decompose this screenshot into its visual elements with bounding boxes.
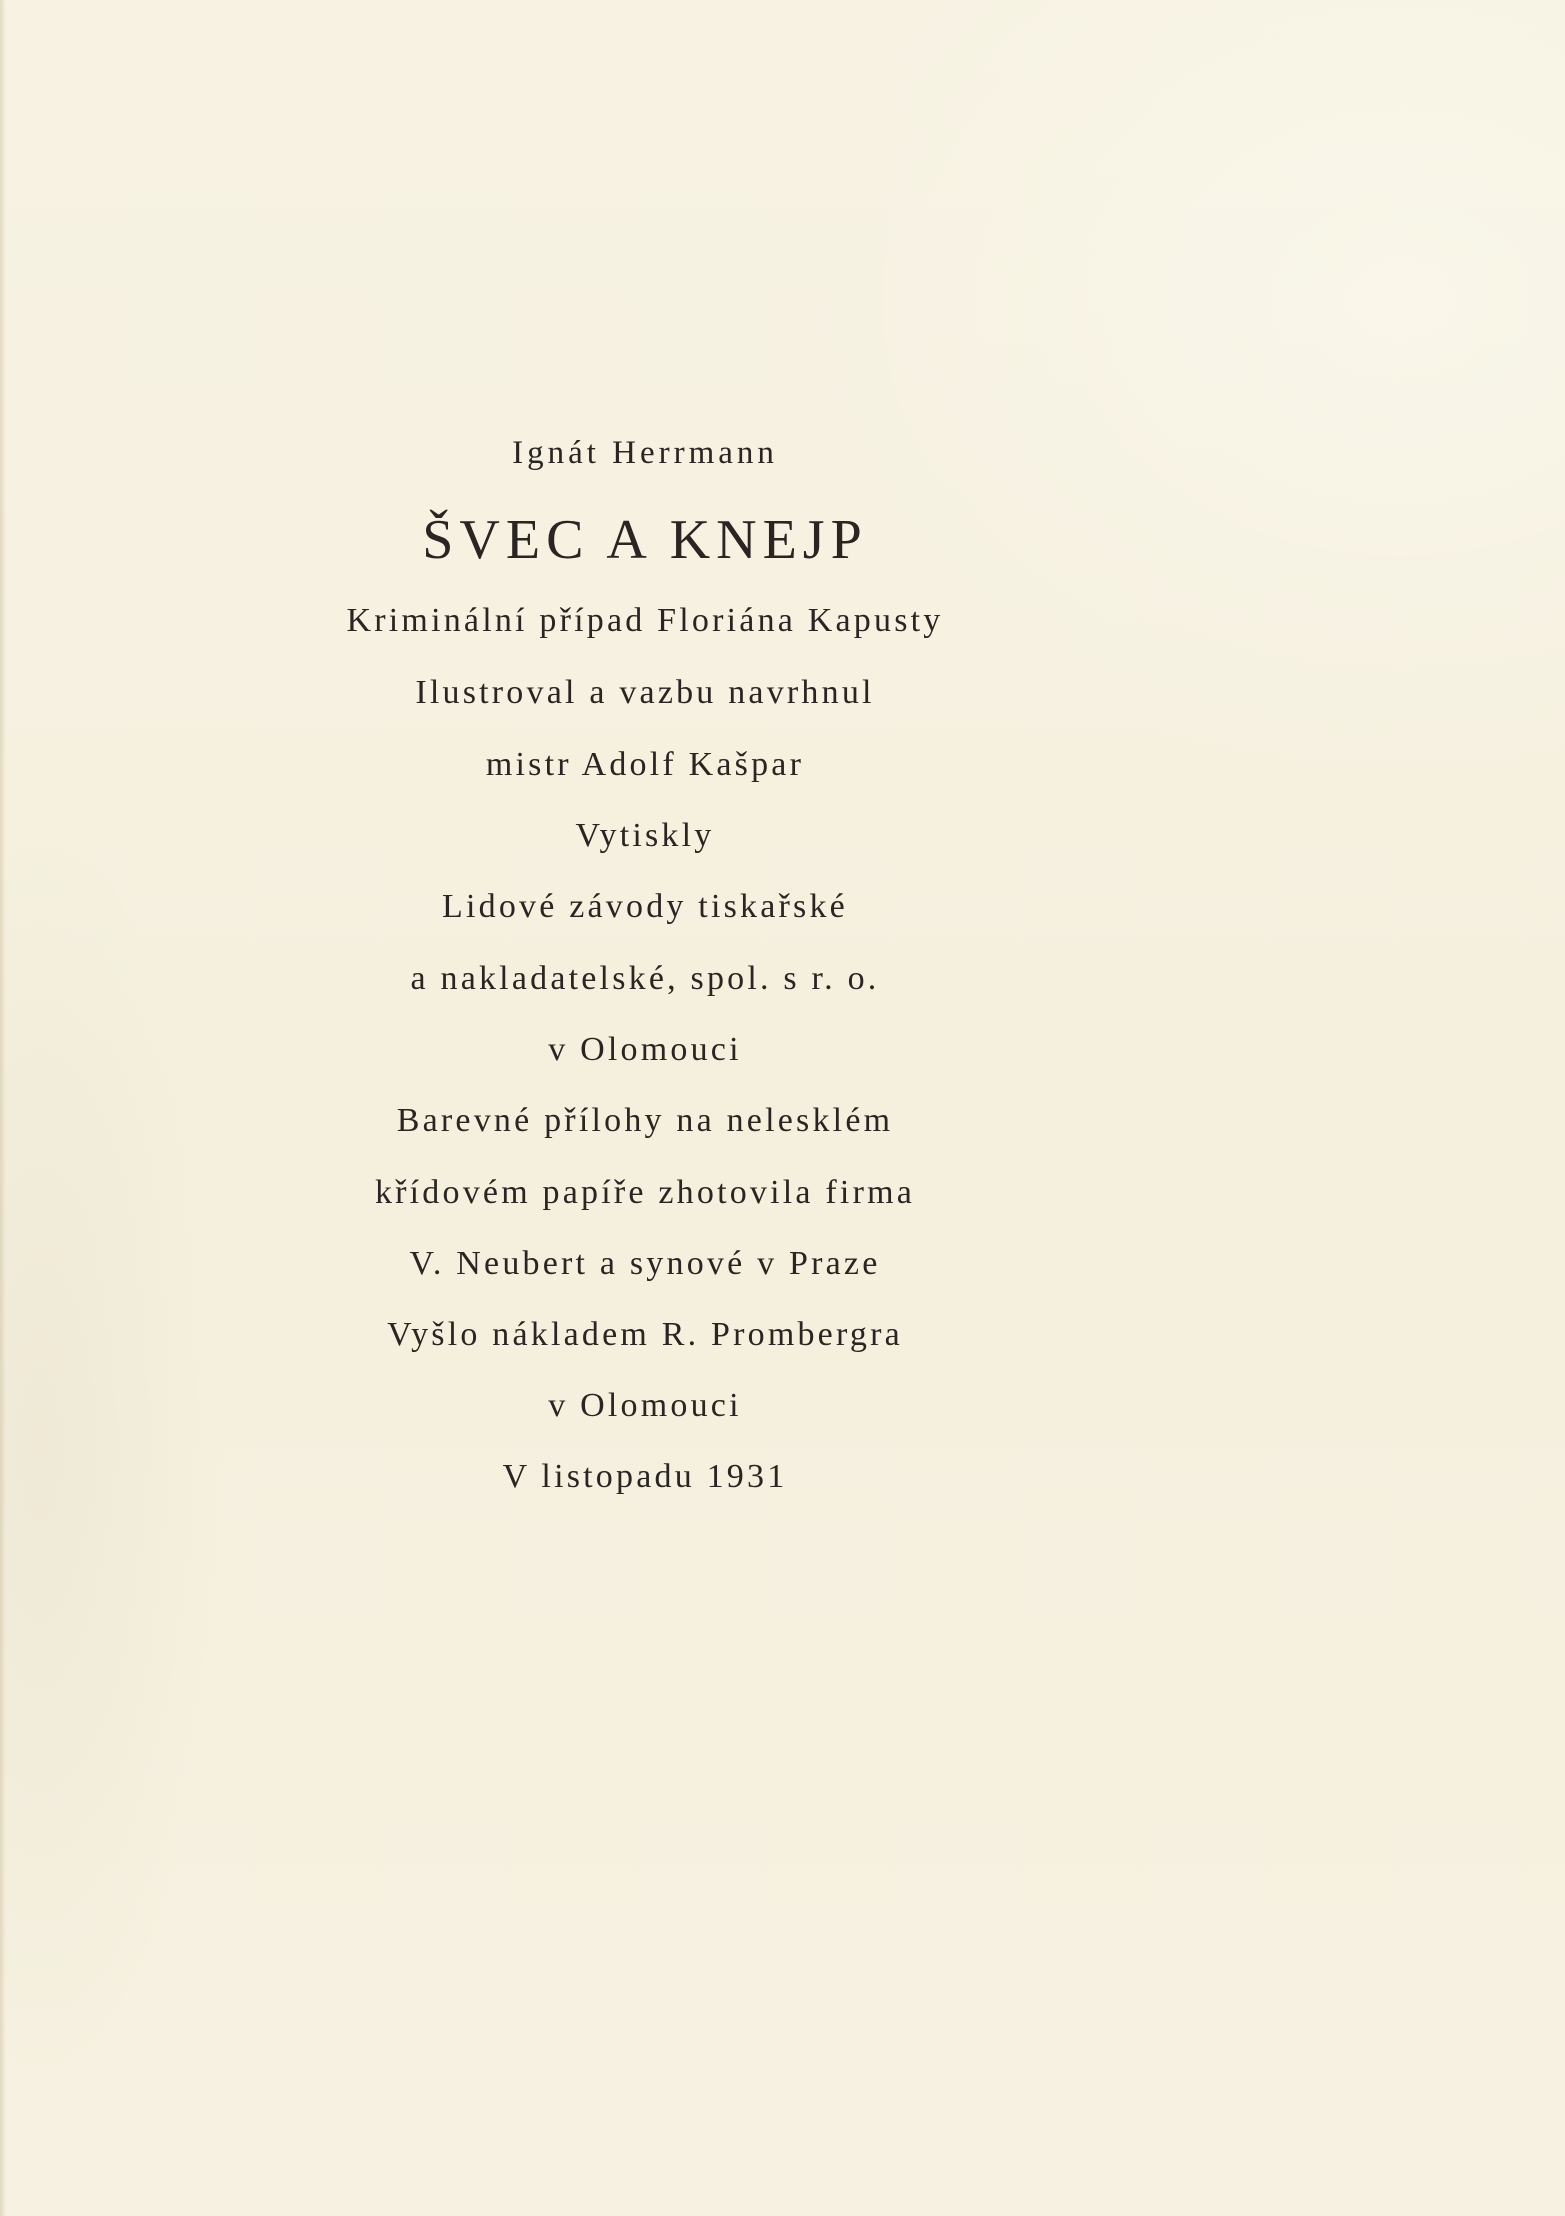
plates-maker: V. Neubert a synové v Praze (409, 1245, 881, 1282)
publisher-credit: Vyšlo nákladem R. Prombergra (387, 1316, 903, 1353)
publication-date: V listopadu 1931 (502, 1458, 788, 1495)
printer-credit: Vytiskly (575, 817, 715, 854)
illustrator-credit: Ilustroval a vazbu navrhnul (415, 674, 875, 711)
publisher-location: v Olomouci (548, 1387, 742, 1424)
plates-credit: Barevné přílohy na nelesklém (396, 1102, 894, 1139)
printer-name: Lidové závody tiskařské (442, 888, 848, 925)
author-name: Ignát Herrmann (512, 435, 778, 471)
plates-credit-cont: křídovém papíře zhotovila firma (374, 1174, 916, 1211)
printer-name-cont: a nakladatelské, spol. s r. o. (410, 960, 880, 997)
subtitle: Kriminální případ Floriána Kapusty (346, 602, 944, 639)
illustrator-name: mistr Adolf Kašpar (485, 746, 805, 783)
printer-location: v Olomouci (548, 1031, 742, 1068)
book-title: ŠVEC A KNEJP (422, 509, 868, 571)
